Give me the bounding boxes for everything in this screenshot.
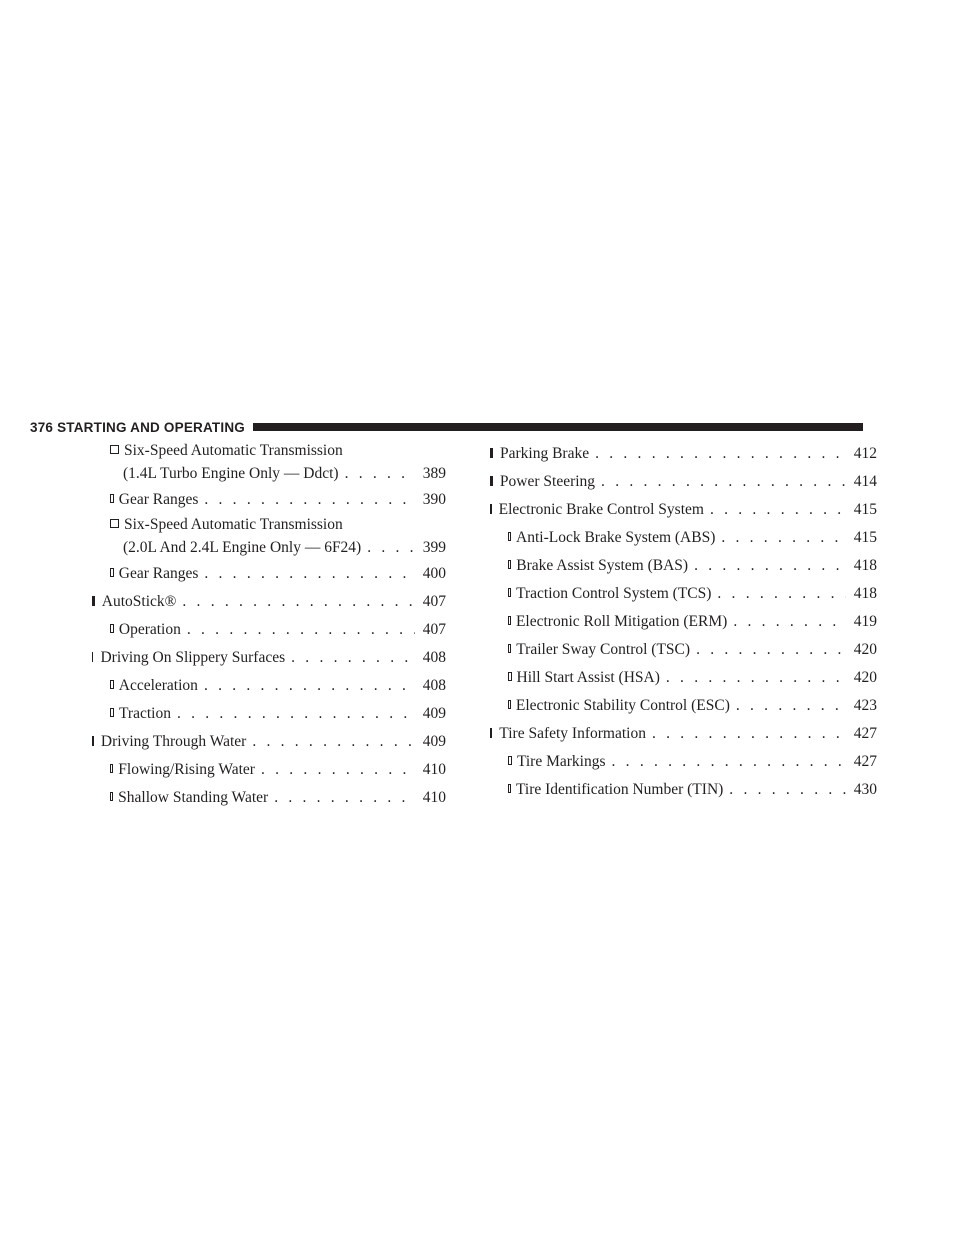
hollow-square-bullet-icon xyxy=(110,680,114,689)
toc-entry-title: (1.4L Turbo Engine Only — Ddct) xyxy=(123,465,339,482)
toc-entry-title: Anti-Lock Brake System (ABS) xyxy=(516,529,716,546)
dot-leader xyxy=(339,462,415,486)
toc-entry-line xyxy=(490,468,877,496)
filled-square-bullet-icon xyxy=(490,448,493,458)
hollow-square-bullet-icon xyxy=(508,616,511,625)
toc-entry[interactable] xyxy=(92,700,446,728)
toc-page-number: 409 xyxy=(422,705,446,722)
toc-entry[interactable] xyxy=(490,468,877,496)
filled-square-bullet-icon xyxy=(92,652,93,662)
hollow-square-bullet-icon xyxy=(110,708,114,717)
toc-entry-title: Trailer Sway Control (TSC) xyxy=(516,641,691,658)
toc-entry[interactable] xyxy=(92,616,446,644)
toc-entry-line xyxy=(508,524,877,552)
filled-square-bullet-icon xyxy=(92,736,94,746)
toc-entry-line xyxy=(92,728,446,756)
toc-entry-title: Driving On Slippery Surfaces xyxy=(100,649,286,666)
hollow-square-bullet-icon xyxy=(508,532,511,541)
hollow-square-bullet-icon xyxy=(110,494,114,503)
toc-entry-line xyxy=(110,462,446,486)
hollow-square-bullet-icon xyxy=(110,764,113,773)
toc-entry[interactable] xyxy=(490,720,877,748)
toc-entry-title: Six-Speed Automatic Transmission xyxy=(124,516,343,533)
dot-leader xyxy=(704,496,846,524)
toc-entry-line xyxy=(110,536,446,560)
filled-square-bullet-icon xyxy=(92,596,95,606)
filled-square-bullet-icon xyxy=(490,728,492,738)
toc-entry[interactable] xyxy=(490,440,877,468)
toc-entry[interactable] xyxy=(92,514,446,560)
toc-page-number: 415 xyxy=(853,529,877,546)
toc-entry[interactable] xyxy=(490,524,877,552)
dot-leader xyxy=(198,672,415,700)
toc-page-number: 410 xyxy=(422,761,446,778)
dot-leader xyxy=(361,536,415,560)
hollow-square-bullet-icon xyxy=(508,756,512,765)
hollow-square-bullet-icon xyxy=(110,568,114,577)
toc-page-number: 420 xyxy=(853,669,877,686)
dot-leader xyxy=(171,700,415,728)
toc-page-number: 423 xyxy=(853,697,877,714)
toc-entry-line xyxy=(110,616,446,644)
hollow-square-bullet-icon xyxy=(110,519,119,528)
dot-leader xyxy=(690,636,846,664)
toc-entry-title: Brake Assist System (BAS) xyxy=(516,557,689,574)
hollow-square-bullet-icon xyxy=(508,588,511,597)
toc-entry[interactable] xyxy=(490,496,877,524)
dot-leader xyxy=(181,616,415,644)
toc-entry-title: Hill Start Assist (HSA) xyxy=(516,669,660,686)
toc-left-column xyxy=(92,440,446,812)
toc-page-number: 390 xyxy=(422,491,446,508)
dot-leader xyxy=(730,692,846,720)
toc-entry[interactable] xyxy=(92,560,446,588)
toc-entry-line xyxy=(508,692,877,720)
toc-entry-title: Tire Safety Information xyxy=(499,725,646,742)
dot-leader xyxy=(711,580,845,608)
dot-leader xyxy=(255,756,415,784)
hollow-square-bullet-icon xyxy=(508,560,511,569)
filled-square-bullet-icon xyxy=(490,476,493,486)
hollow-square-bullet-icon xyxy=(508,644,511,653)
toc-page-number: 430 xyxy=(853,781,877,798)
dot-leader xyxy=(198,486,414,514)
toc-entry[interactable] xyxy=(490,776,877,804)
toc-right-column xyxy=(490,440,877,804)
toc-entry-title: Six-Speed Automatic Transmission xyxy=(124,442,343,459)
toc-entry[interactable] xyxy=(92,756,446,784)
toc-entry-title: Gear Ranges xyxy=(118,491,199,508)
dot-leader xyxy=(715,524,845,552)
page-header xyxy=(30,419,863,435)
toc-entry-title: Traction Control System (TCS) xyxy=(516,585,712,602)
toc-entry-line xyxy=(508,664,877,692)
dot-leader xyxy=(646,720,846,748)
toc-page-number: 419 xyxy=(853,613,877,630)
toc-page-number: 409 xyxy=(422,733,446,750)
toc-entry-line xyxy=(508,636,877,664)
toc-page-number: 427 xyxy=(853,725,877,742)
toc-entry-line xyxy=(110,784,446,812)
toc-entry-title: Electronic Roll Mitigation (ERM) xyxy=(515,613,728,630)
toc-entry-line xyxy=(490,440,877,468)
toc-entry[interactable] xyxy=(92,486,446,514)
toc-entry-title: AutoStick® xyxy=(101,593,177,610)
toc-entry-title: Tire Identification Number (TIN) xyxy=(515,781,724,798)
toc-page-number: 418 xyxy=(853,585,877,602)
dot-leader xyxy=(285,644,415,672)
toc-entry[interactable] xyxy=(92,672,446,700)
toc-entry-title: Flowing/Rising Water xyxy=(118,761,255,778)
toc-entry-line xyxy=(110,560,446,588)
dot-leader xyxy=(198,560,414,588)
dot-leader xyxy=(246,728,414,756)
dot-leader xyxy=(660,664,846,692)
toc-page-number: 389 xyxy=(422,465,446,482)
toc-entry-title: Parking Brake xyxy=(499,445,590,462)
toc-page-number: 410 xyxy=(422,789,446,806)
toc-entry-title: Electronic Stability Control (ESC) xyxy=(515,697,730,714)
toc-entry[interactable] xyxy=(490,580,877,608)
toc-entry-line xyxy=(508,552,877,580)
toc-entry-title: Operation xyxy=(118,621,181,638)
toc-entry-title: Power Steering xyxy=(499,473,596,490)
toc-entry[interactable] xyxy=(92,728,446,756)
hollow-square-bullet-icon xyxy=(508,700,511,709)
dot-leader xyxy=(723,776,845,804)
hollow-square-bullet-icon xyxy=(508,784,511,793)
toc-page-number: 407 xyxy=(422,621,446,638)
toc-entry-line xyxy=(92,644,446,672)
dot-leader xyxy=(176,588,414,616)
toc-page-number: 418 xyxy=(853,557,877,574)
toc-entry-line xyxy=(508,776,877,804)
toc-entry[interactable] xyxy=(92,588,446,616)
toc-entry-line xyxy=(110,486,446,514)
dot-leader xyxy=(688,552,846,580)
hollow-square-bullet-icon xyxy=(110,445,119,454)
toc-entry-title: Traction xyxy=(118,705,171,722)
header-rule xyxy=(253,423,863,431)
toc-page-number: 400 xyxy=(422,565,446,582)
toc-entry[interactable] xyxy=(92,440,446,486)
toc-entry-line xyxy=(110,514,446,536)
toc-page-number: 412 xyxy=(853,445,877,462)
toc-entry-title: Driving Through Water xyxy=(100,733,247,750)
toc-entry[interactable] xyxy=(92,784,446,812)
toc-entry[interactable] xyxy=(490,748,877,776)
toc-page-number: 407 xyxy=(422,593,446,610)
toc-entry-title: Tire Markings xyxy=(516,753,606,770)
toc-entry-line xyxy=(110,440,446,462)
dot-leader xyxy=(589,440,846,468)
toc-page-number: 415 xyxy=(853,501,877,518)
toc-entry-line xyxy=(110,756,446,784)
toc-page-number: 408 xyxy=(422,677,446,694)
toc-page-number: 414 xyxy=(853,473,877,490)
toc-page-number: 427 xyxy=(853,753,877,770)
toc-entry[interactable] xyxy=(490,636,877,664)
toc-entry-title: (2.0L And 2.4L Engine Only — 6F24) xyxy=(123,539,362,556)
toc-entry-line xyxy=(110,672,446,700)
toc-entry-line xyxy=(490,720,877,748)
toc-entry-title: Acceleration xyxy=(118,677,198,694)
toc-page-number: 408 xyxy=(422,649,446,666)
hollow-square-bullet-icon xyxy=(110,624,114,633)
toc-entry-line xyxy=(110,700,446,728)
page-header-title: 376 STARTING AND OPERATING xyxy=(30,419,245,435)
hollow-square-bullet-icon xyxy=(508,672,512,681)
toc-entry[interactable] xyxy=(92,644,446,672)
dot-leader xyxy=(595,468,846,496)
dot-leader xyxy=(727,608,845,636)
toc-entry-line xyxy=(490,496,877,524)
dot-leader xyxy=(606,748,846,776)
toc-entry-line xyxy=(92,588,446,616)
toc-entry-title: Shallow Standing Water xyxy=(118,789,269,806)
toc-page-number: 399 xyxy=(422,539,446,556)
toc-entry[interactable] xyxy=(490,552,877,580)
toc-entry[interactable] xyxy=(490,608,877,636)
toc-entry-title: Electronic Brake Control System xyxy=(498,501,704,518)
toc-entry-line xyxy=(508,748,877,776)
toc-entry-line xyxy=(508,608,877,636)
filled-square-bullet-icon xyxy=(490,504,492,514)
toc-entry-title: Gear Ranges xyxy=(118,565,199,582)
hollow-square-bullet-icon xyxy=(110,792,113,801)
toc-entry[interactable] xyxy=(490,664,877,692)
toc-entry-line xyxy=(508,580,877,608)
toc-entry[interactable] xyxy=(490,692,877,720)
dot-leader xyxy=(268,784,415,812)
toc-page-number: 420 xyxy=(853,641,877,658)
